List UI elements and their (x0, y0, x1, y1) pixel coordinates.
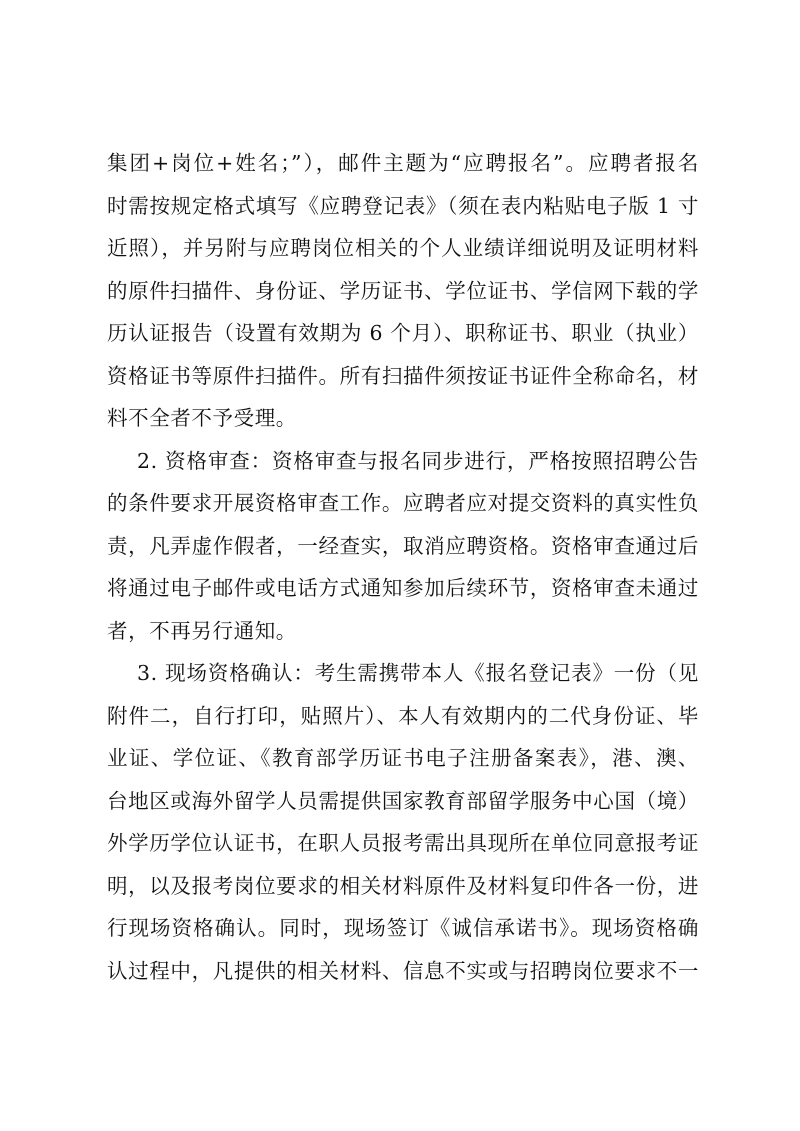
text-line: 台地区或海外留学人员需提供国家教育部留学服务中心国（境） (107, 788, 699, 813)
text-line: 历认证报告（设置有效期为 6 个月）、职称证书、职业（执业） (107, 321, 699, 345)
text-line: 3. 现场资格确认：考生需携带本人《报名登记表》一份（见 (137, 661, 699, 685)
text-line: 资格证书等原件扫描件。所有扫描件须按证书证件全称命名，材 (107, 363, 699, 388)
text-line: 近照），并另附与应聘岗位相关的个人业绩详细说明及证明材料 (107, 236, 699, 260)
text-line: 业证、学位证、《教育部学历证书电子注册备案表》，港、澳、 (107, 746, 699, 770)
text-line: 将通过电子邮件或电话方式通知参加后续环节，资格审查未通过 (107, 576, 699, 600)
text-line: 外学历学位认证书，在职人员报考需出具现所在单位同意报考证 (107, 831, 699, 855)
text-line: 认过程中，凡提供的相关材料、信息不实或与招聘岗位要求不一 (107, 958, 699, 983)
text-line: 集团+岗位+姓名；”），邮件主题为“应聘报名”。应聘者报名 (107, 151, 699, 175)
text-line: 明，以及报考岗位要求的相关材料原件及材料复印件各一份，进 (107, 873, 699, 898)
text-line: 料不全者不予受理。 (107, 406, 297, 430)
body-text (107, 142, 699, 992)
text-line: 附件二，自行打印，贴照片）、本人有效期内的二代身份证、毕 (107, 703, 699, 728)
text-line: 责，凡弄虚作假者，一经查实，取消应聘资格。资格审查通过后 (107, 533, 699, 558)
paragraph-qualification-review (107, 440, 699, 653)
text-line: 的条件要求开展资格审查工作。应聘者应对提交资料的真实性负 (107, 491, 699, 515)
paragraph-registration-continued (107, 142, 699, 440)
paragraph-onsite-confirmation (107, 652, 699, 992)
text-line: 的原件扫描件、身份证、学历证书、学位证书、学信网下载的学 (107, 278, 699, 303)
text-line: 行现场资格确认。同时，现场签订《诚信承诺书》。现场资格确 (107, 916, 699, 940)
text-line: 时需按规定格式填写《应聘登记表》（须在表内粘贴电子版 1 寸 (107, 193, 699, 218)
text-line: 者，不再另行通知。 (107, 618, 297, 643)
text-line: 2. 资格审查：资格审查与报名同步进行，严格按照招聘公告 (137, 448, 699, 473)
